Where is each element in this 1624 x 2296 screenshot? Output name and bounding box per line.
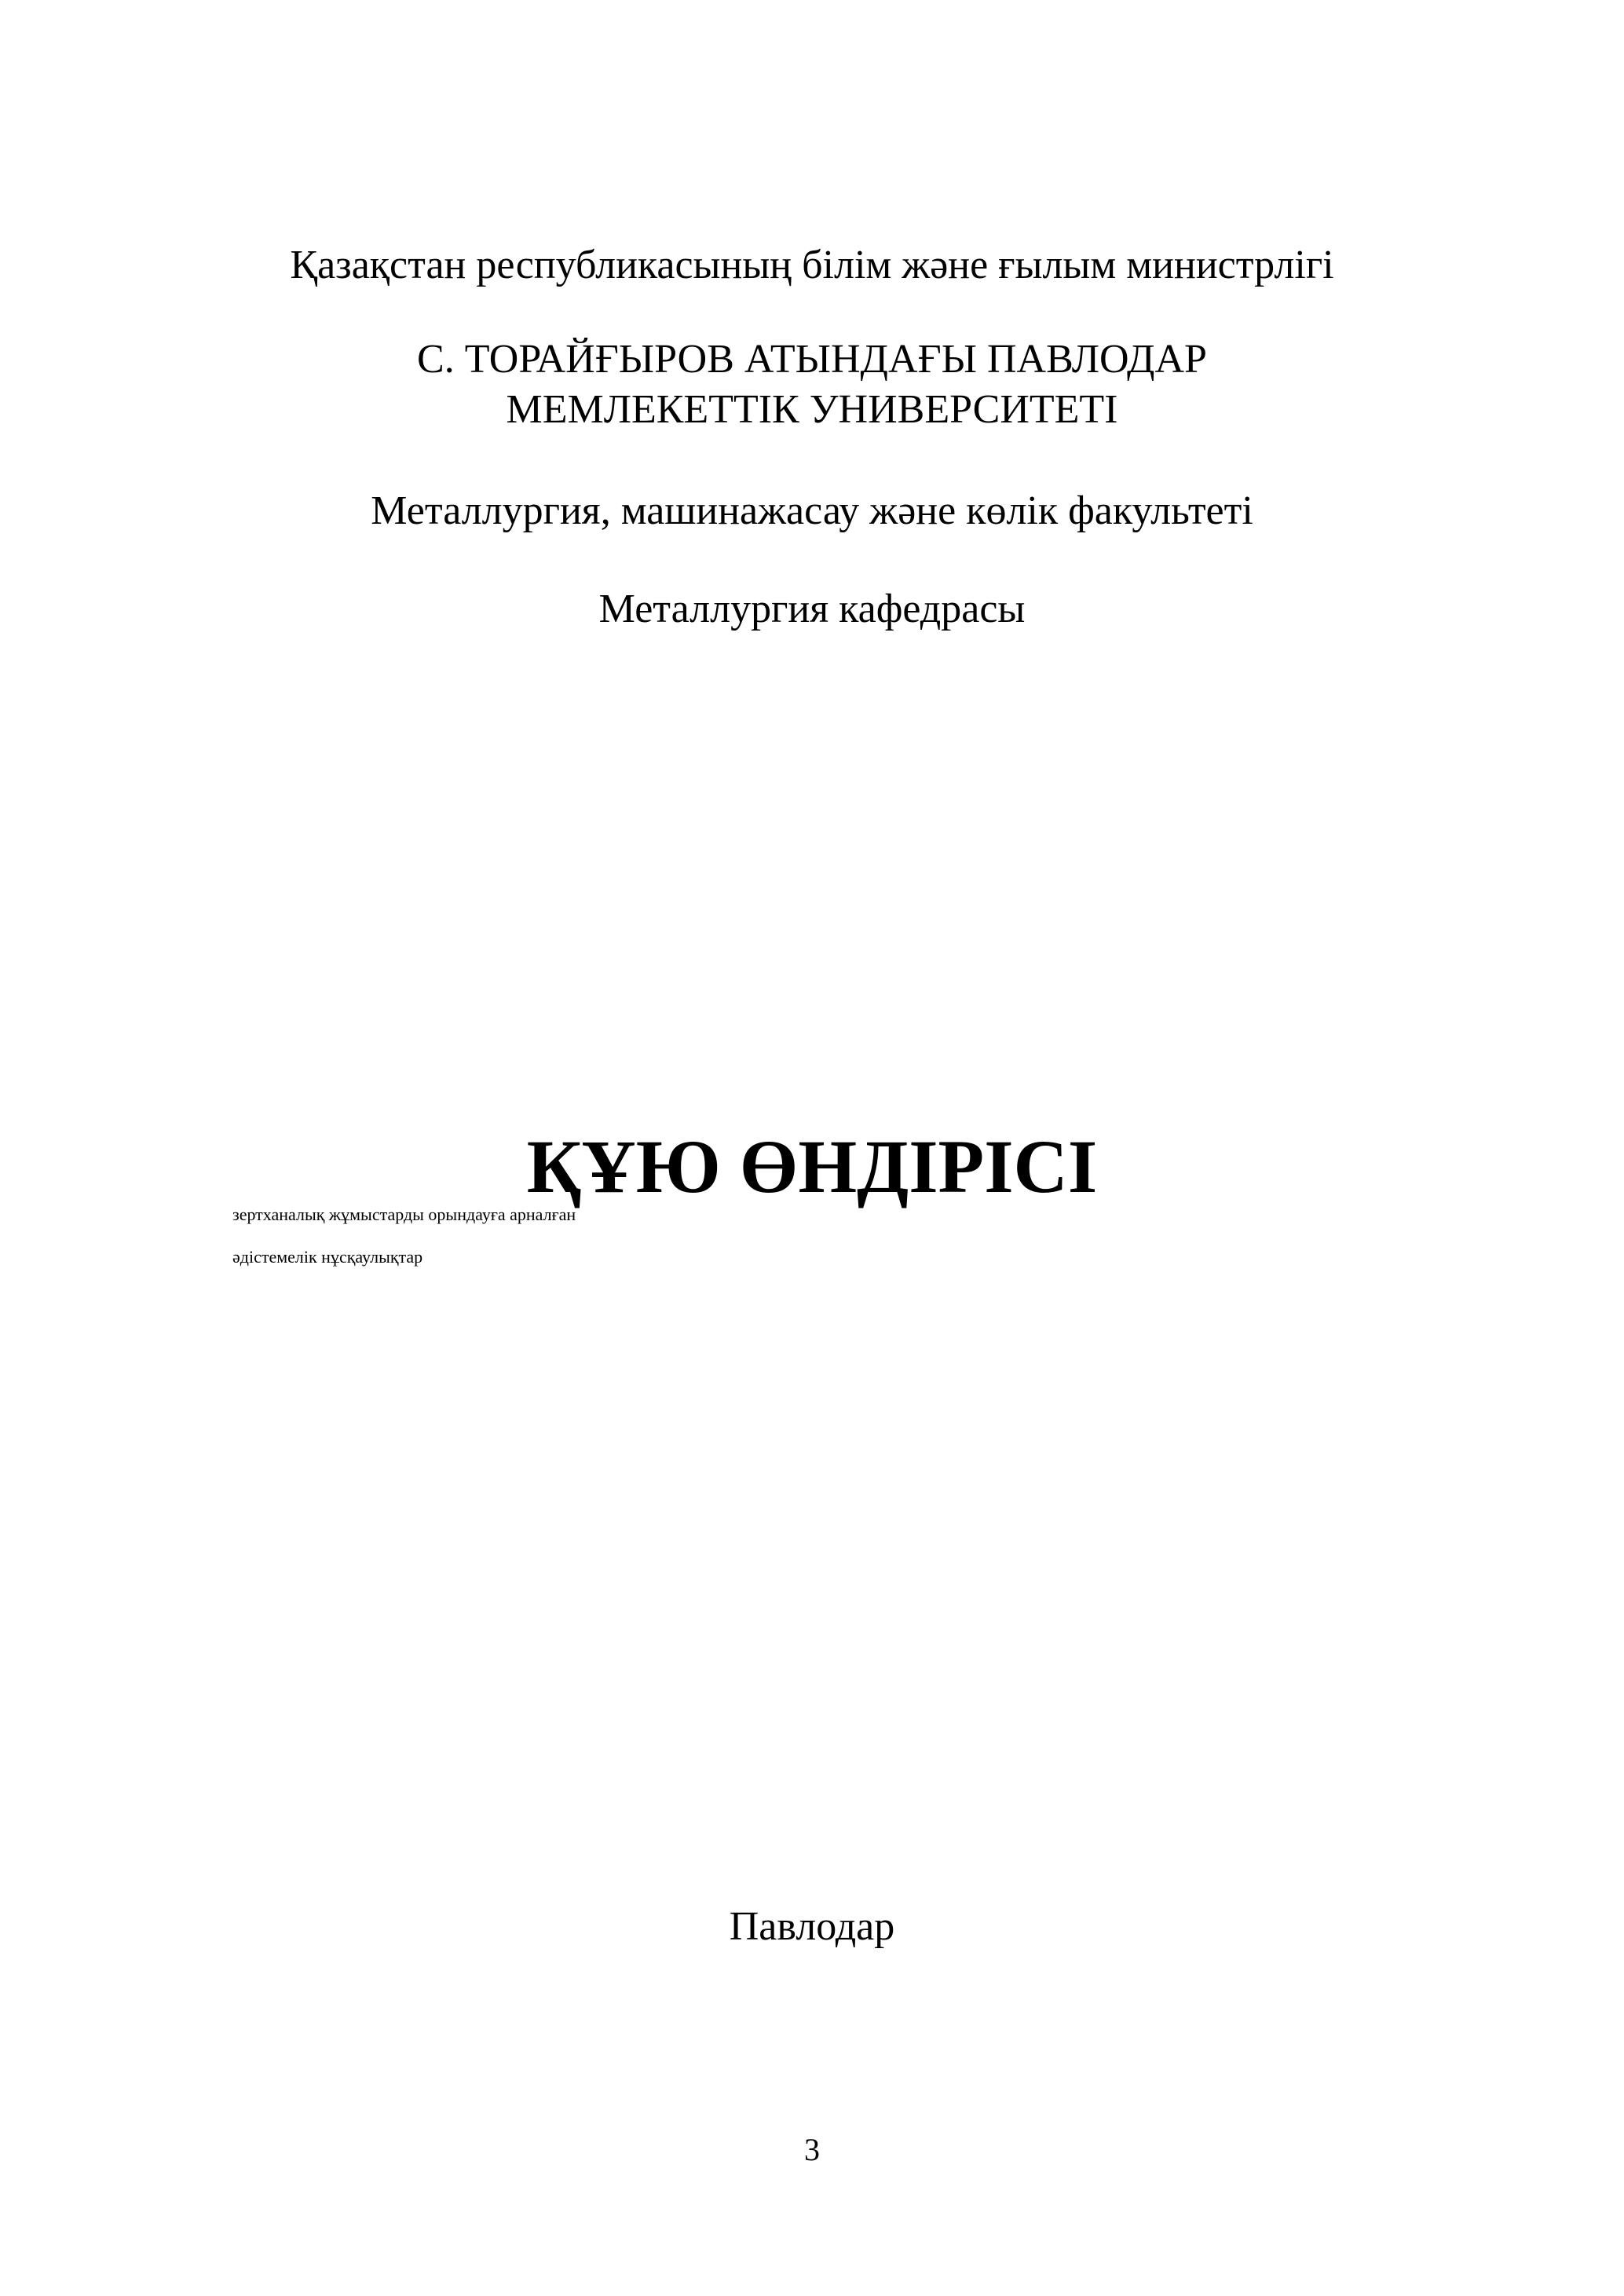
city-name: Павлодар (729, 1904, 895, 1949)
department-name: Металлургия кафедрасы (598, 587, 1026, 631)
document-subtitle-line-1: зертханалық жұмыстарды орындауға арналған (232, 1205, 576, 1224)
faculty-name: Металлургия, машинажасау және көлік факультеті (371, 488, 1253, 533)
page-number: 3 (804, 2132, 820, 2167)
ministry-name: Қазақстан республикасының білім және ғылым министрлігі (290, 243, 1334, 287)
document-title: ҚҰЮ ӨНДІРІСІ (526, 1124, 1098, 1208)
document-subtitle-line-2: әдістемелік нұсқаулықтар (232, 1247, 423, 1267)
university-name-line-2: МЕМЛЕКЕТТІК УНИВЕРСИТЕТІ (506, 387, 1118, 432)
university-name-line-1: С. ТОРАЙҒЫРОВ АТЫНДАҒЫ ПАВЛОДАР (417, 337, 1207, 382)
